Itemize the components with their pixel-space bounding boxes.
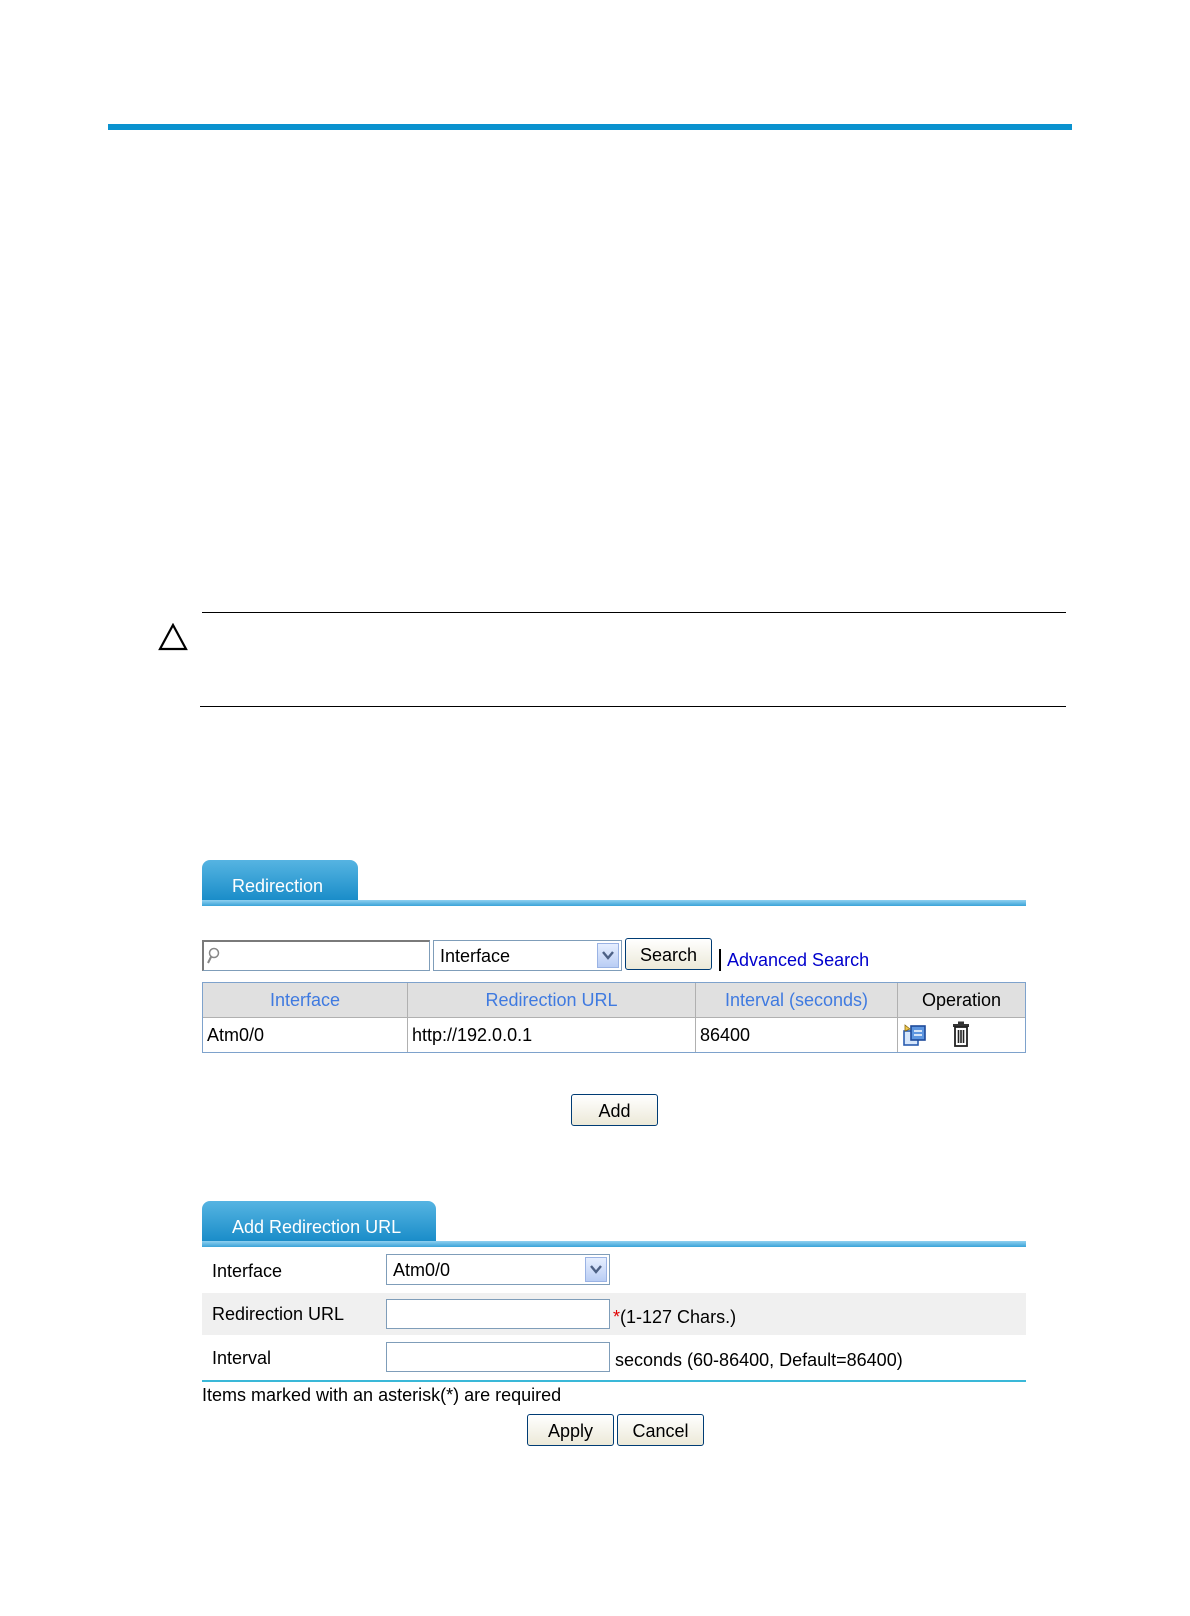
search-input[interactable] (202, 940, 430, 971)
add-button[interactable]: Add (571, 1094, 658, 1126)
cancel-button[interactable]: Cancel (617, 1414, 704, 1446)
caution-bottom-divider (200, 706, 1066, 707)
redirection-tab-rule (202, 900, 1026, 906)
trash-icon[interactable] (952, 1021, 970, 1047)
redirection-table (202, 982, 1026, 1053)
search-field-select[interactable] (433, 940, 622, 971)
add-tab-rule (202, 1241, 1026, 1247)
interval-label: Interval (212, 1348, 272, 1368)
cell-interval: 86400 (696, 1018, 898, 1052)
redirection-url-input[interactable] (386, 1299, 610, 1329)
required-note: Items marked with an asterisk(*) are required (202, 1385, 562, 1405)
table-row (203, 1018, 1025, 1052)
interface-select-value: Atm0/0 (393, 1260, 451, 1280)
form-row-interval (202, 1336, 1026, 1378)
column-interval[interactable]: Interval (seconds) (696, 983, 898, 1017)
chevron-down-icon[interactable] (597, 943, 619, 968)
interval-input[interactable] (386, 1342, 610, 1372)
column-operation: Operation (921, 990, 1002, 1010)
search-separator (719, 949, 721, 971)
cell-redirection-url: http://192.0.0.1 (408, 1018, 696, 1052)
edit-icon[interactable] (902, 1023, 928, 1047)
caution-top-divider (202, 612, 1066, 613)
interval-hint: seconds (60-86400, Default=86400) (615, 1350, 903, 1370)
form-bottom-rule (202, 1380, 1026, 1382)
cell-operation (898, 1018, 1025, 1052)
advanced-search-link[interactable]: Advanced Search (727, 950, 870, 970)
redirection-url-label: Redirection URL (212, 1304, 345, 1324)
cell-interface: Atm0/0 (203, 1018, 408, 1052)
apply-button[interactable]: Apply (527, 1414, 614, 1446)
chevron-down-icon[interactable] (585, 1257, 607, 1282)
search-icon (207, 947, 223, 965)
tab-add-redirection-url-label: Add Redirection URL (232, 1217, 402, 1237)
interface-label: Interface (212, 1261, 283, 1281)
search-field-value: Interface (440, 946, 511, 966)
form-row-redirection-url (202, 1293, 1026, 1335)
column-redirection-url[interactable]: Redirection URL (408, 983, 696, 1017)
column-interface[interactable]: Interface (203, 983, 408, 1017)
warning-triangle-icon (158, 623, 188, 651)
tab-redirection-label: Redirection (232, 876, 324, 896)
page-top-rule (108, 124, 1072, 130)
interface-select[interactable] (386, 1254, 610, 1285)
table-header (203, 983, 1025, 1018)
required-asterisk: * (613, 1307, 621, 1327)
search-button[interactable]: Search (625, 938, 712, 970)
form-row-interface (202, 1250, 1026, 1292)
redirection-url-hint-text: (1-127 Chars.) (620, 1307, 737, 1327)
redirection-url-hint (613, 1307, 736, 1328)
